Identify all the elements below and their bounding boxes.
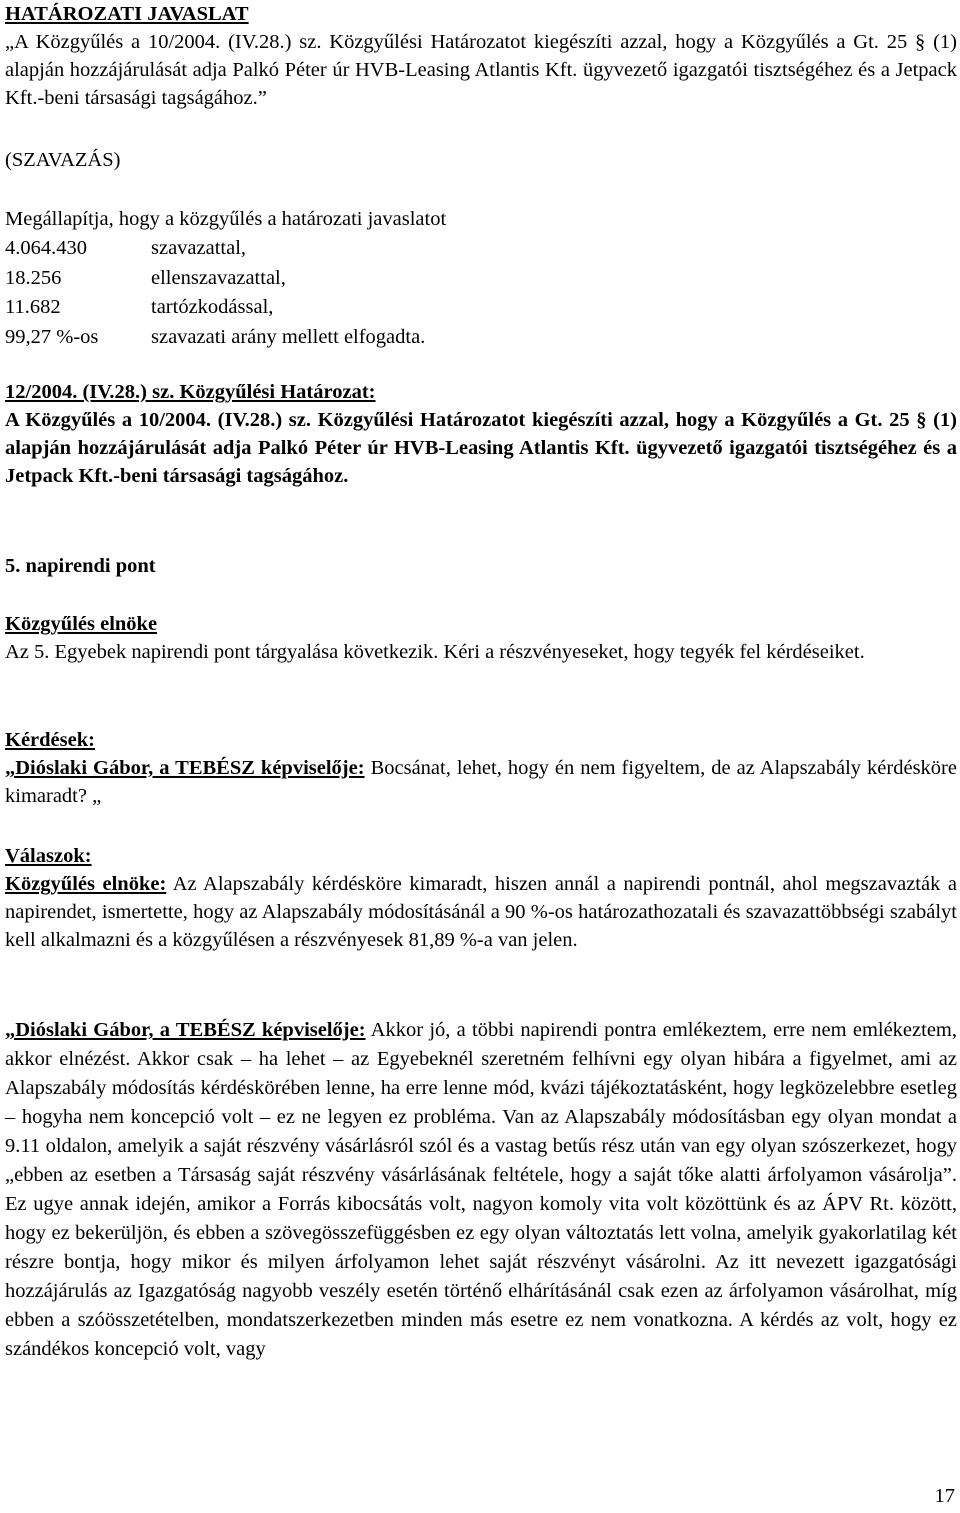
answers-section bbox=[5, 842, 957, 954]
vote-number: 11.682 bbox=[5, 296, 61, 318]
agenda-section bbox=[5, 552, 957, 580]
vote-section bbox=[5, 146, 957, 174]
question-text: Bocsánat, lehet, hogy én nem figyeltem, de az Alapszabály kérdésköre kimaradt? „ bbox=[5, 757, 957, 807]
chair-section bbox=[5, 610, 957, 666]
vote-text: szavazattal, bbox=[151, 237, 247, 259]
questions-section bbox=[5, 726, 957, 810]
proposal-text: „A Közgyűlés a 10/2004. (IV.28.) sz. Közgyűlési Határozatot kiegészíti azzal, hogy a Közgyűlés a Gt. 25 § (1) alapján hozzájárulását adja Palkó Péter úr HVB-Leasing Atlantis Kft. ügyvezető igazgatói tisztségéhez és a Jetpack Kft.-beni társasági tagságához.” bbox=[5, 31, 957, 109]
answers-heading: Válaszok: bbox=[5, 845, 92, 867]
vote-row bbox=[5, 293, 957, 323]
proposal-section bbox=[5, 0, 957, 112]
vote-row bbox=[5, 323, 957, 353]
resolution-heading bbox=[5, 378, 957, 406]
answer-paragraph bbox=[5, 870, 957, 954]
vote-label: (SZAVAZÁS) bbox=[5, 149, 121, 171]
questions-heading: Kérdések: bbox=[5, 729, 95, 751]
vote-number: 99,27 %-os bbox=[5, 325, 99, 348]
vote-number: 18.256 bbox=[5, 266, 62, 289]
followup-speaker: „Dióslaki Gábor, a TEBÉSZ képviselője: bbox=[5, 1019, 366, 1041]
page-number: 17 bbox=[934, 1485, 955, 1507]
followup-section bbox=[5, 1016, 957, 1364]
vote-row bbox=[5, 234, 957, 264]
question-paragraph bbox=[5, 754, 957, 810]
resolution-text: A Közgyűlés a 10/2004. (IV.28.) sz. Közgyűlési Határozatot kiegészíti azzal, hogy a Közgyűlés a Gt. 25 § (1) alapján hozzájárulását adja Palkó Péter úr HVB-Leasing Atlantis Kft. ügyvezető igazgatói tisztségéhez és a Jetpack Kft.-beni társasági tagságához. bbox=[5, 409, 957, 487]
followup-paragraph bbox=[5, 1016, 957, 1364]
vote-text: tartózkodással, bbox=[151, 296, 274, 318]
answer-speaker: Közgyűlés elnöke: bbox=[5, 873, 167, 895]
resolution-section bbox=[5, 378, 957, 490]
resolution-heading-text: 12/2004. (IV.28.) sz. Közgyűlési Határozat: bbox=[5, 381, 376, 403]
vote-intro: Megállapítja, hogy a közgyűlés a határozati javaslatot bbox=[5, 208, 447, 230]
chair-speaker: Közgyűlés elnöke bbox=[5, 613, 158, 635]
chair-text: Az 5. Egyebek napirendi pont tárgyalása következik. Kéri a részvényeseket, hogy tegyék fel kérdéseiket. bbox=[5, 641, 865, 663]
followup-text: Akkor jó, a többi napirendi pontra emlékeztem, erre nem emlékeztem, akkor elnézést. Akkor csak – ha lehet – az Egyebeknél szeretném felhívni egy olyan hibára a figyelmet, ami az Alapszabály módosítás kérdéskörében lenne, ha erre lenne mód, kvázi tájékoztatásként, hogy legközelebbre esetleg – hogyha nem koncepció volt – ez ne legyen ez probléma. Van az Alapszabály módosításban egy olyan mondat a 9.11 oldalon, amelyik a saját részvény vásárlásról szól és a vastag betűs rész után van egy olyan szószerkezet, hogy „ebben az esetben a Társaság saját részvény vásárlásának feltétele, hogy a saját tőke alatti árfolyamon vásárolja”. Ez ugye annak idején, amikor a Forrás kibocsátás volt, nagyon komoly vita volt közöttünk és az ÁPV Rt. között, hogy ez bekerüljön, és ebben a szövegösszefüggésben ez egy olyan változtatás lett volna, amelyik gyakorlatilag két részre bontja, hogy mikor és milyen árfolyamon lehet saját részvényt vásárolni. Az itt nevezett igazgatósági hozzájárulás az Igazgatóság nagyobb veszély esetén történő elhárításánál csak ezen az árfolyamon vásárolhat, míg ebben a szóösszetételben, mondatszerkezetben minden más esetre ez nem vonatkozna. A kérdés az volt, hogy ez szándékos koncepció volt, vagy bbox=[5, 1019, 957, 1360]
question-speaker: „Dióslaki Gábor, a TEBÉSZ képviselője: bbox=[5, 757, 365, 779]
vote-row bbox=[5, 264, 957, 294]
vote-text: ellenszavazattal, bbox=[151, 266, 286, 289]
proposal-heading: HATÁROZATI JAVASLAT bbox=[5, 3, 249, 25]
agenda-heading: 5. napirendi pont bbox=[5, 555, 156, 577]
vote-result bbox=[5, 204, 957, 352]
vote-number: 4.064.430 bbox=[5, 237, 87, 259]
vote-text: szavazati arány mellett elfogadta. bbox=[151, 325, 426, 348]
answer-text: Az Alapszabály kérdésköre kimaradt, hiszen annál a napirendi pontnál, ahol megszavazták a napirendet, ismertette, hogy az Alapszabály módosításánál a 90 %-os határozathozatali és szavazattöbbségi szabályt kell alkalmazni és a közgyűlésen a részvényesek 81,89 %-a van jelen. bbox=[5, 873, 957, 951]
